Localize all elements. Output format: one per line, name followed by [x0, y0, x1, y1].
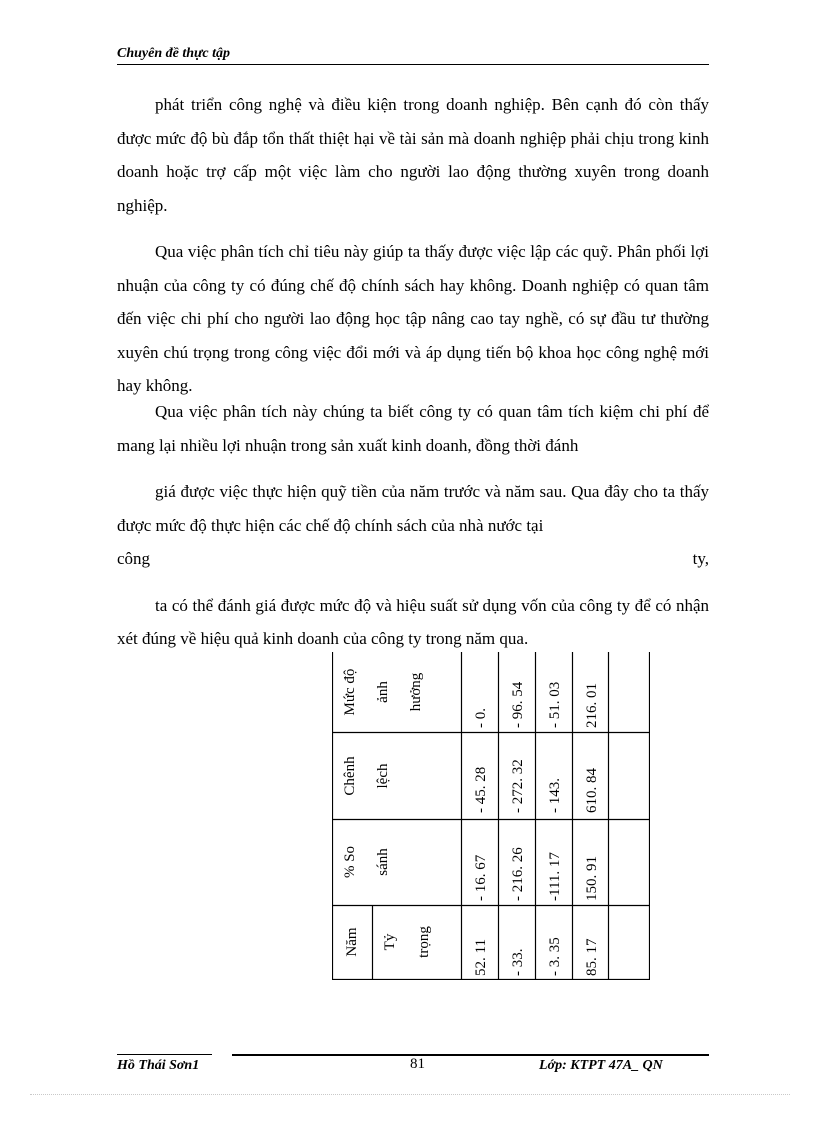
page-bottom-dotted-line — [30, 1094, 790, 1095]
header-chenh-lech-1: Chênh — [342, 756, 358, 796]
footer-author: Hồ Thái Sơn1 — [117, 1058, 200, 1073]
cell-r4-ty-trong: 85. 17 — [584, 938, 600, 976]
header-title: Chuyên đề thực tập — [117, 46, 231, 61]
cell-r4-muc-do: 216. 01 — [584, 683, 600, 728]
paragraph-4: giá được việc thực hiện quỹ tiền của năm trước và năm sau. Qua đây cho ta thấy được mức độ thực hiện các chế độ chính sách của nhà nước tại — [117, 482, 709, 535]
cell-r1-chenh-lech: - 45. 28 — [473, 766, 489, 813]
page-number: 81 — [410, 1056, 425, 1072]
header-muc-do-2: ảnh — [375, 681, 391, 703]
header-so-sanh-2: sánh — [375, 848, 391, 876]
header-muc-do-1: Mức độ — [342, 668, 358, 716]
cell-r3-ty-trong: - 3. 35 — [547, 937, 563, 976]
cell-r1-muc-do: - 0. — [473, 708, 489, 728]
header-muc-do-3: hưởng — [408, 672, 424, 712]
header-ty-trong-2: trọng — [416, 926, 432, 958]
cell-r3-muc-do: - 51. 03 — [547, 681, 563, 728]
footer-rule-left — [117, 1054, 212, 1055]
rotated-table-svg — [332, 652, 650, 980]
cell-r2-so-sanh: - 216. 26 — [510, 847, 526, 901]
header-so-sanh-1: % So — [342, 845, 358, 879]
word-cong: công — [117, 549, 151, 568]
footer-rule-right — [232, 1054, 709, 1056]
footer-class: Lớp: KTPT 47A_ QN — [539, 1058, 663, 1073]
cell-r2-ty-trong: - 33. — [510, 948, 526, 976]
paragraph-1: phát triển công nghệ và điều kiện trong doanh nghiệp. Bên cạnh đó còn thấy được mức độ bù đắp tổn thất thiệt hại về tài sản mà doanh nghiệp phải chịu trong kinh doanh hoặc trợ cấp một việc làm cho người lao động thường xuyên trong doanh nghiệp. — [117, 95, 709, 215]
cell-r2-chenh-lech: - 272. 32 — [510, 759, 526, 813]
header-chenh-lech-2: lệch — [375, 763, 391, 789]
paragraph-3: Qua việc phân tích này chúng ta biết công ty có quan tâm tích kiệm chi phí để mang lại nhiều lợi nhuận trong sản xuất kinh doanh, đồng thời đánh — [117, 402, 709, 455]
word-ty: ty, — [692, 549, 710, 568]
paragraph-5: ta có thể đánh giá được mức độ và hiệu suất sử dụng vốn của công ty để có nhận xét đúng về hiệu quả kinh doanh của công ty trong năm qua. — [117, 595, 709, 648]
paragraph-2: Qua việc phân tích chỉ tiêu này giúp ta thấy được việc lập các quỹ. Phân phối lợi nhuận của công ty có đúng chế độ chính sách hay không. Doanh nghiệp có quan tâm đến việc chi phí cho người lao động học tập nâng cao tay nghề, có sự đầu tư thường xuyên chú trọng trong công việc đổi mới và áp dụng tiến bộ khoa học công nghệ mới hay không. — [117, 242, 709, 395]
paragraph-4-last-line — [117, 542, 709, 576]
header-ty-trong-1: Tỷ — [382, 933, 398, 951]
cell-r3-so-sanh: -111. 17 — [547, 852, 563, 901]
cell-r4-so-sanh: 150. 91 — [584, 856, 600, 901]
body-text-bottom — [117, 395, 709, 669]
cell-r4-chenh-lech: 610. 84 — [584, 768, 600, 813]
page-header — [117, 46, 709, 65]
cell-r2-muc-do: - 96. 54 — [510, 681, 526, 728]
header-nam: Năm — [344, 927, 360, 957]
cell-r1-so-sanh: - 16. 67 — [473, 854, 489, 901]
cell-r3-chenh-lech: - 143. — [547, 778, 563, 813]
body-text-top — [117, 88, 709, 416]
rotated-table — [332, 652, 650, 980]
cell-r1-ty-trong: 52. 11 — [473, 939, 489, 976]
